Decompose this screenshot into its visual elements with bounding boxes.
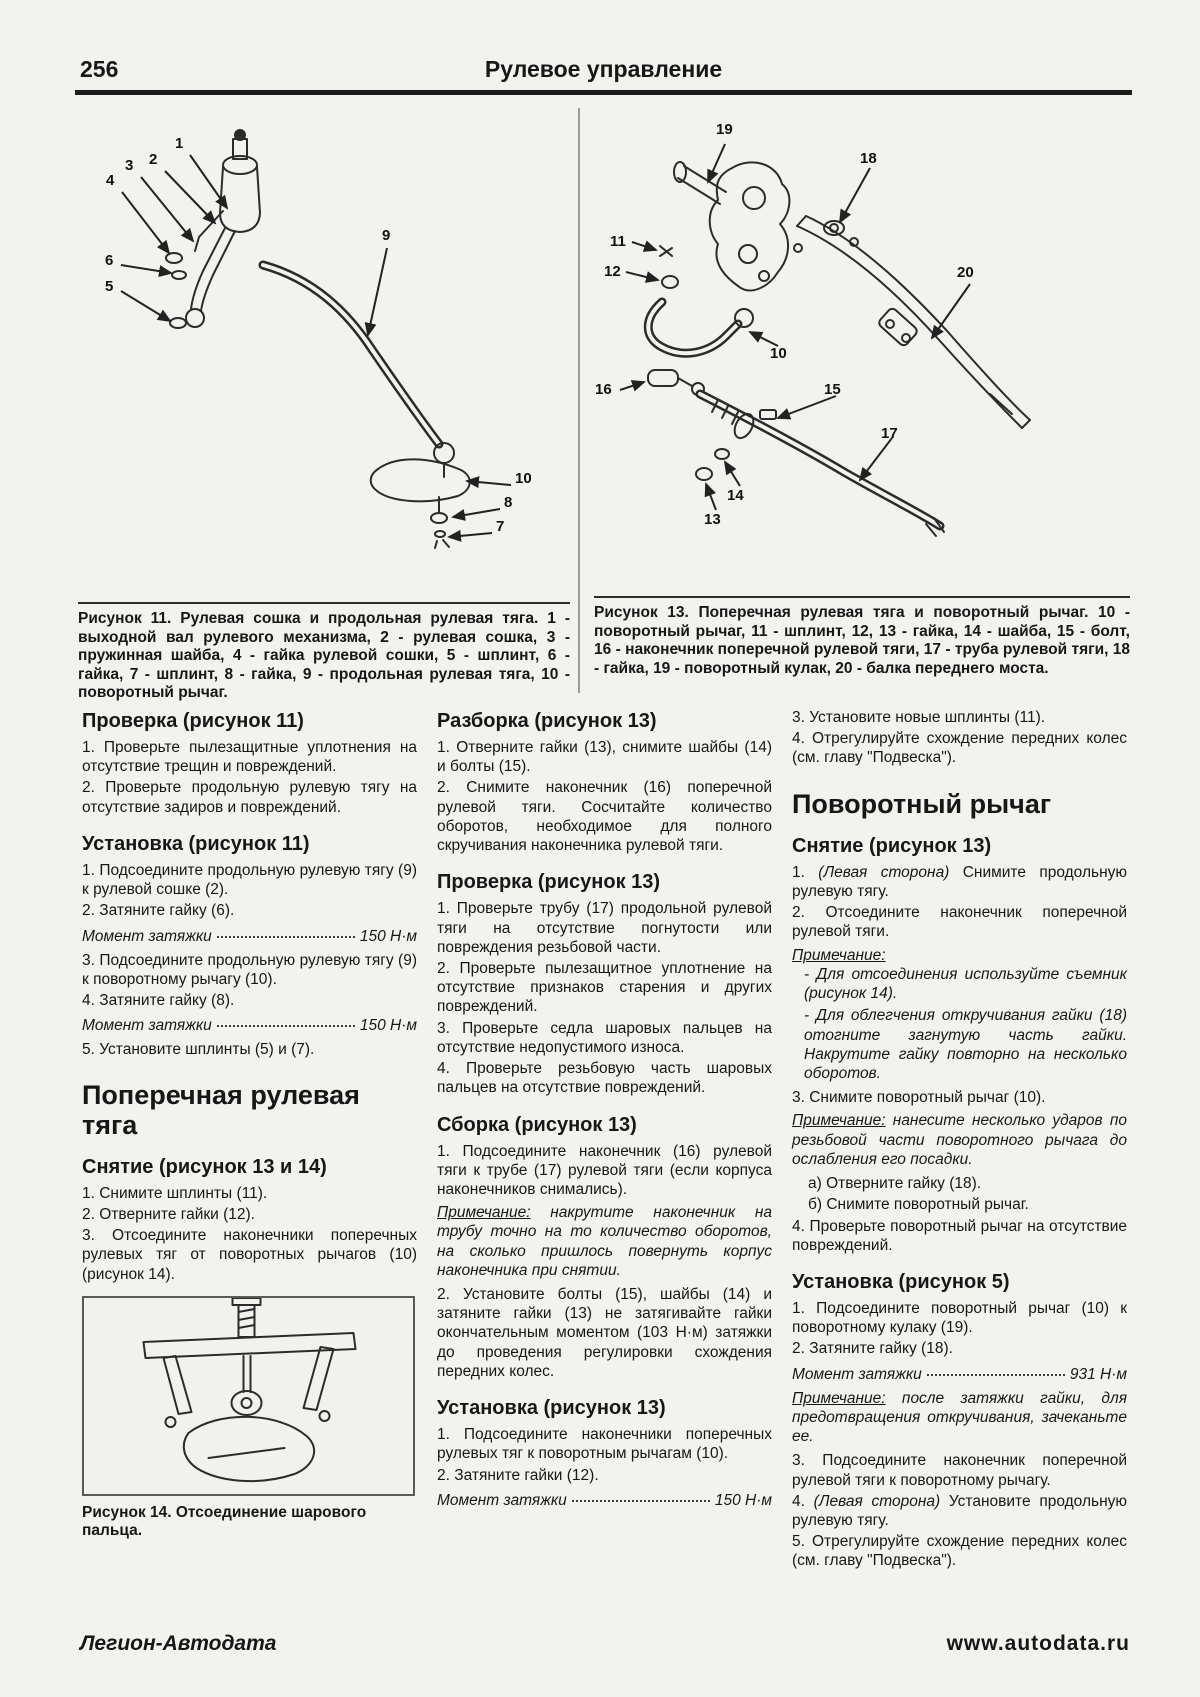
figure-callout: 15 bbox=[824, 381, 841, 398]
note-lead: Примечание: bbox=[437, 1204, 531, 1222]
note bbox=[437, 1203, 772, 1280]
paragraph: 4. Проверьте резьбовую часть шаровых пальцев на отсутствие повреждений. bbox=[437, 1060, 772, 1097]
torque-value: 150 Н·м bbox=[359, 927, 417, 945]
paragraph: 3. Подсоедините наконечник поперечной рулевой тяги к поворотному рычагу. bbox=[792, 1452, 1127, 1489]
paragraph: 3. Снимите поворотный рычаг (10). bbox=[792, 1089, 1046, 1107]
paragraph: 3. Установите новые шплинты (11). bbox=[792, 709, 1046, 726]
figure-callout: 11 bbox=[610, 233, 626, 250]
paragraph: 5. Установите шплинты (5) и (7). bbox=[82, 1041, 315, 1059]
note-lead: Примечание: bbox=[792, 1112, 886, 1130]
note-text: накрутите наконечник на трубу точно на то количество оборотов, на сколько пришлось повернуть корпус наконечника при снятии. bbox=[437, 1204, 772, 1279]
column-left-blocks bbox=[82, 710, 417, 1284]
paragraph bbox=[792, 1492, 1127, 1530]
paragraph: 2. Проверьте пылезащитное уплотнение на отсутствие признаков старения и других повреждений. bbox=[437, 959, 772, 1016]
paragraph: 1. Подсоедините поворотный рычаг (10) к поворотному кулаку (19). bbox=[792, 1299, 1127, 1337]
torque-spec bbox=[82, 928, 417, 946]
note-lead-line bbox=[792, 946, 1127, 965]
paragraph: 2. Затяните гайку (6). bbox=[82, 902, 235, 920]
body-columns bbox=[82, 708, 1128, 1573]
page-number: 256 bbox=[80, 56, 119, 82]
paragraph: 2. Установите болты (15), шайбы (14) и затяните гайки (13) не затягивайте гайки окончательным моментом (103 Н·м) затяжки до проведения регулировки схождения передних колес. bbox=[437, 1286, 772, 1380]
figure-callout: 3 bbox=[125, 157, 134, 174]
subsection-title: Установка (рисунок 13) bbox=[437, 1397, 666, 1420]
paragraph: 4. Отрегулируйте схождение передних колес (см. главу "Подвеска"). bbox=[792, 730, 1127, 767]
paragraph-italic: (Левая сторона) bbox=[813, 1492, 941, 1510]
torque-value: 150 Н·м bbox=[714, 1491, 772, 1509]
note-item: - Для облегчения откручивания гайки (18) отогните загнутую часть гайки. Накрутите гайку повторно на несколько оборотов. bbox=[804, 1007, 1127, 1082]
figure-callout: 1 bbox=[175, 135, 184, 152]
note-text: нанесите несколько ударов по резьбовой части поворотного рычага до ослабления его посадки. bbox=[792, 1112, 1127, 1168]
subsection-title: Сборка (рисунок 13) bbox=[437, 1113, 637, 1136]
paragraph bbox=[792, 863, 1127, 901]
paragraph: б) Снимите поворотный рычаг. bbox=[808, 1196, 1029, 1214]
paragraph: 1. Подсоедините наконечники поперечных рулевых тяг к поворотным рычагам (10). bbox=[437, 1426, 772, 1463]
figure-callout: 10 bbox=[770, 345, 787, 362]
torque-label: Момент затяжки bbox=[437, 1491, 567, 1509]
column-left bbox=[82, 708, 417, 1573]
paragraph: 2. Снимите наконечник (16) поперечной рулевой тяги. Сосчитайте количество оборотов, необходимое для полного скручивания наконечника рулевой тяги. bbox=[437, 779, 772, 855]
figure-divider bbox=[578, 108, 580, 693]
figure11-caption: Рисунок 11. Рулевая сошка и продольная рулевая тяга. 1 - выходной вал рулевого механизма, 2 - рулевая сошка, 3 - пружинная шайба, 4 - гайка рулевой сошки, 5 - шплинт, 6 - гайка, 7 - шплинт, 8 - гайка, 9 - продольная рулевая тяга, 10 - поворотный рычаг. bbox=[78, 602, 570, 703]
note-lead: Примечание: bbox=[792, 946, 886, 964]
dot-leader bbox=[927, 1374, 1065, 1376]
torque-label: Момент затяжки bbox=[82, 927, 212, 945]
figure13-drawing bbox=[592, 106, 1132, 556]
figure14-drawing bbox=[84, 1298, 413, 1494]
paragraph: 3. Отсоедините наконечники поперечных рулевых тяг от поворотных рычагов (10) (рисунок 14). bbox=[82, 1227, 417, 1283]
figure-11 bbox=[75, 106, 575, 600]
paragraph: 1. Проверьте трубу (17) продольной рулевой тяги на отсутствие погнутости или повреждения резьбовой части. bbox=[437, 900, 772, 956]
figure-callout: 20 bbox=[957, 264, 974, 281]
paragraph: 1. Снимите шплинты (11). bbox=[82, 1184, 268, 1202]
figure-callout: 5 bbox=[105, 278, 114, 295]
paragraph-prefix: 4. bbox=[792, 1492, 814, 1510]
paragraph: 3. Подсоедините продольную рулевую тягу (9) к поворотному рычагу (10). bbox=[82, 951, 417, 988]
torque-value: 150 Н·м bbox=[359, 1017, 417, 1035]
subsection-title: Проверка (рисунок 11) bbox=[82, 710, 304, 732]
figure14-frame bbox=[82, 1296, 415, 1496]
paragraph: 1. Подсоедините продольную рулевую тягу (9) к рулевой сошке (2). bbox=[82, 861, 417, 899]
figure13-caption: Рисунок 13. Поперечная рулевая тяга и поворотный рычаг. 10 - поворотный рычаг, 11 - шплинт, 12, 13 - гайка, 14 - шайба, 15 - болт, 16 - наконечник поперечной рулевой тяги, 17 - труба рулевой тяги, 18 - гайка, 19 - поворотный кулак, 20 - балка переднего моста. bbox=[594, 596, 1130, 678]
note-item: - Для отсоединения используйте съемник (рисунок 14). bbox=[804, 965, 1127, 1003]
figure-13 bbox=[592, 106, 1132, 556]
dot-leader bbox=[217, 1025, 355, 1027]
paragraph: 3. Проверьте седла шаровых пальцев на отсутствие недопустимого износа. bbox=[437, 1019, 772, 1056]
figure-callout: 10 bbox=[515, 470, 532, 487]
paragraph: 1. Подсоедините наконечник (16) рулевой тяги к трубе (17) рулевой тяги (если корпуса наконечников снимались). bbox=[437, 1142, 772, 1198]
column-right-blocks bbox=[792, 708, 1127, 1571]
figure-callout: 12 bbox=[604, 263, 621, 280]
dot-leader bbox=[217, 936, 355, 938]
paragraph: 1. Проверьте пылезащитные уплотнения на отсутствие трещин и повреждений. bbox=[82, 739, 417, 776]
note bbox=[792, 946, 1127, 1084]
column-right bbox=[792, 708, 1127, 1573]
torque-spec bbox=[792, 1366, 1127, 1384]
torque-spec bbox=[437, 1492, 772, 1510]
paragraph: 4. Проверьте поворотный рычаг на отсутствие повреждений. bbox=[792, 1217, 1127, 1254]
figure-callout: 19 bbox=[716, 121, 733, 138]
torque-spec bbox=[82, 1017, 417, 1035]
figure-callout: 18 bbox=[860, 150, 877, 167]
paragraph-prefix: 1. bbox=[792, 863, 819, 881]
paragraph: 2. Проверьте продольную рулевую тягу на отсутствие задиров и повреждений. bbox=[82, 779, 417, 816]
figure-callout: 16 bbox=[595, 381, 612, 398]
paragraph: 2. Отсоедините наконечник поперечной рулевой тяги. bbox=[792, 904, 1127, 941]
subsection-title: Установка (рисунок 11) bbox=[82, 832, 310, 855]
torque-label: Момент затяжки bbox=[792, 1365, 922, 1383]
subsection-title: Установка (рисунок 5) bbox=[792, 1270, 1010, 1293]
figure-callout: 8 bbox=[504, 494, 513, 511]
subsection-title: Разборка (рисунок 13) bbox=[437, 710, 657, 732]
paragraph-italic: (Левая сторона) bbox=[818, 863, 950, 881]
figure-callout: 7 bbox=[496, 518, 505, 535]
publisher-name: Легион-Автодата bbox=[80, 1632, 277, 1655]
column-middle-blocks bbox=[437, 710, 772, 1510]
section-title: Поворотный рычаг bbox=[792, 788, 1052, 819]
paragraph: а) Отверните гайку (18). bbox=[808, 1175, 982, 1193]
paragraph-text: Снимите продольную рулевую тягу. bbox=[792, 863, 1128, 901]
figure-callout: 13 bbox=[704, 511, 721, 528]
figure-callout: 17 bbox=[881, 425, 898, 442]
subsection-title: Снятие (рисунок 13 и 14) bbox=[82, 1155, 327, 1178]
note-text: после затяжки гайки, для предотвращения откручивания, зачеканьте ее. bbox=[792, 1389, 1127, 1446]
page-title: Рулевое управление bbox=[484, 56, 723, 82]
figure-callout: 14 bbox=[727, 487, 744, 504]
torque-label: Момент затяжки bbox=[82, 1017, 212, 1035]
figure-callout: 9 bbox=[382, 227, 391, 244]
paragraph: 1. Отверните гайки (13), снимите шайбы (14) и болты (15). bbox=[437, 739, 772, 776]
note bbox=[792, 1111, 1127, 1169]
dot-leader bbox=[572, 1500, 710, 1502]
paragraph: 2. Затяните гайки (12). bbox=[437, 1466, 599, 1484]
note bbox=[792, 1389, 1127, 1447]
figure14-caption: Рисунок 14. Отсоединение шарового пальца. bbox=[82, 1503, 367, 1540]
figure-callout: 4 bbox=[106, 172, 115, 189]
figure-callout: 2 bbox=[149, 151, 158, 168]
figure-callout: 6 bbox=[105, 252, 114, 269]
header-rule bbox=[75, 90, 1132, 95]
column-middle bbox=[437, 708, 772, 1573]
subsection-title: Проверка (рисунок 13) bbox=[437, 871, 661, 894]
torque-value: 931 Н·м bbox=[1069, 1365, 1127, 1383]
paragraph-text: Установите продольную рулевую тягу. bbox=[792, 1492, 1128, 1529]
subsection-title: Снятие (рисунок 13) bbox=[792, 834, 992, 857]
paragraph: 4. Затяните гайку (8). bbox=[82, 991, 235, 1009]
paragraph: 2. Затяните гайку (18). bbox=[792, 1340, 953, 1358]
section-title: Поперечная рулевая тяга bbox=[82, 1080, 360, 1140]
figure-14 bbox=[82, 1296, 417, 1541]
paragraph: 2. Отверните гайки (12). bbox=[82, 1205, 255, 1223]
website-url: www.autodata.ru bbox=[946, 1632, 1130, 1655]
paragraph: 5. Отрегулируйте схождение передних колес (см. главу "Подвеска"). bbox=[792, 1533, 1127, 1570]
note-lead: Примечание: bbox=[792, 1389, 886, 1407]
